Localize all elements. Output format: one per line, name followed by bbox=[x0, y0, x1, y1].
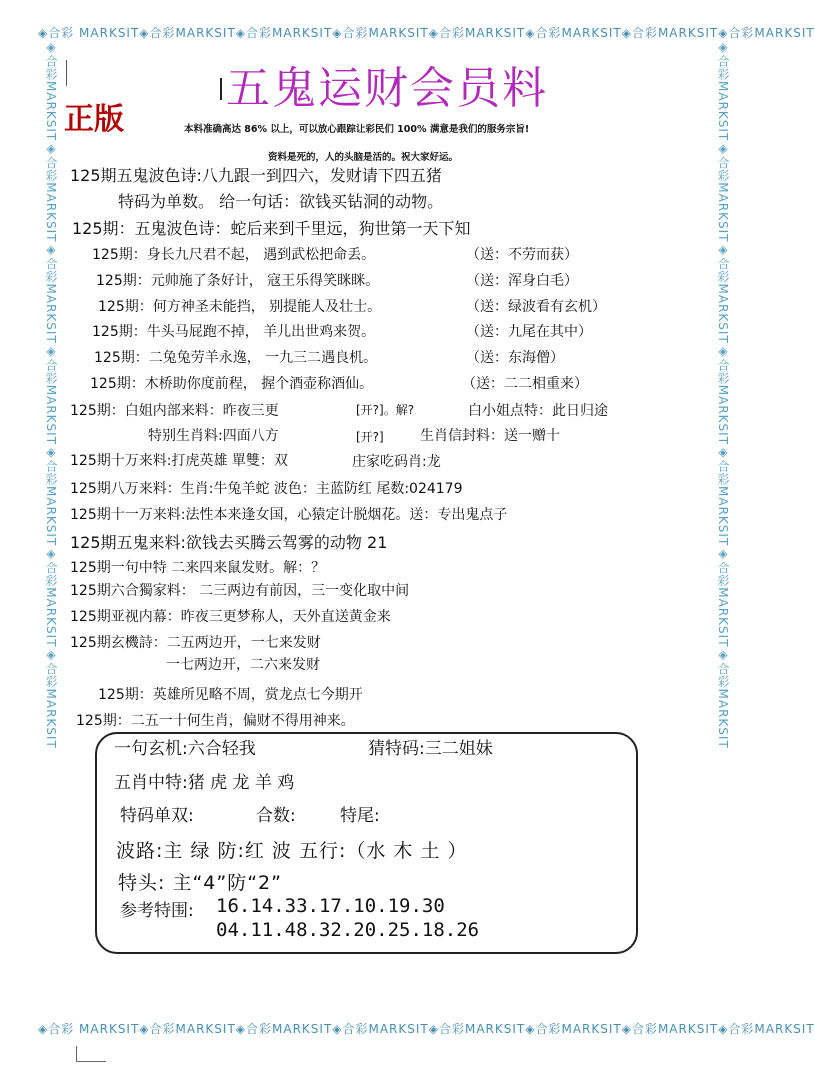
slogan-luck: 资料是死的，人的头脑是活的。祝大家好运。 bbox=[268, 152, 459, 163]
head-number-line: 特头: 主“4”防“2” bbox=[118, 872, 282, 894]
sum-label: 合数: bbox=[256, 806, 296, 826]
text-line: 125期：二兔兔劳羊永逸， 一九三二遇良机。 bbox=[94, 350, 378, 366]
text-line: 125期亚视内幕：昨夜三更梦称人，天外直送黄金来 bbox=[70, 609, 391, 625]
bottom-watermark-border: ◈合彩 MARKSIT◈合彩MARKSIT◈合彩MARKSIT◈合彩MARKSIT◈合彩MARKSIT◈合彩MARKSIT◈合彩MARKSIT◈合彩MARKSIT bbox=[38, 1022, 815, 1036]
corner-mark bbox=[66, 60, 67, 86]
reference-label: 参考特围: bbox=[120, 901, 194, 921]
text-line: 125期一句中特 二来四来鼠发财。解：？ bbox=[70, 560, 326, 576]
odd-even-label: 特码单双: bbox=[120, 806, 194, 826]
page-title: 五鬼运财会员料 bbox=[226, 63, 548, 114]
text-line: 125期玄機詩：二五两边开，一七来发财 bbox=[70, 635, 321, 651]
text-line: 庄家吃码肖:龙 bbox=[352, 454, 441, 470]
text-line: 125期：二五一十何生肖，偏财不得用神来。 bbox=[76, 713, 355, 729]
text-line: 125期：英雄所见略不周，赏龙点七今期开 bbox=[98, 687, 363, 703]
five-zodiac-line: 五肖中特:猪 虎 龙 羊 鸡 bbox=[114, 773, 295, 793]
text-line: 125期：何方神圣未能挡， 别提能人及壮士。 bbox=[98, 299, 382, 315]
text-line: 125期：五鬼波色诗：蛇后来到千里远，狗世第一天下知 bbox=[72, 219, 471, 238]
text-line: 125期八万来料：生肖:牛兔羊蛇 波色：主蓝防红 尾数:024179 bbox=[70, 481, 463, 497]
right-watermark-border: ◈合彩MARKSIT◈合彩MARKSIT◈合彩MARKSIT◈合彩MARKSIT◈合彩MARKSIT◈合彩MARKSIT◈合彩MARKSIT bbox=[716, 40, 730, 749]
slogan-accuracy: 本料准确高达 86% 以上，可以放心跟踪让彩民们 100% 满意是我们的服务宗旨! bbox=[184, 124, 530, 135]
scan-mark bbox=[76, 1061, 106, 1062]
color-element-line: 波路:主 绿 防:红 波 五行:（水 木 土 ） bbox=[116, 840, 468, 862]
gift-note: （送：绿波看有玄机） bbox=[466, 299, 606, 315]
gift-note: （送：不劳而获） bbox=[466, 247, 578, 263]
gift-note: （送：东海僧） bbox=[466, 350, 564, 366]
text-line: 白小姐点特：此日归途 bbox=[468, 403, 608, 419]
text-line: 125期十一万来料:法性本来逢女国，心猿定计脱烟花。送：专出鬼点子 bbox=[70, 507, 508, 523]
guess-code-line: 猜特码:三二姐妹 bbox=[368, 739, 493, 759]
text-line: 125期五鬼波色诗:八九跟一到四六，发财请下四五猪 bbox=[70, 166, 442, 185]
tail-label: 特尾: bbox=[340, 806, 380, 826]
gift-note: （送：二二相重来） bbox=[462, 376, 588, 392]
top-watermark-border: ◈合彩 MARKSIT◈合彩MARKSIT◈合彩MARKSIT◈合彩MARKSIT◈合彩MARKSIT◈合彩MARKSIT◈合彩MARKSIT◈合彩MARKSIT bbox=[38, 26, 815, 40]
text-line: 125期：元帅施了条好计， 寇王乐得笑眯眯。 bbox=[96, 273, 380, 289]
riddle-line: 一句玄机:六合轻我 bbox=[114, 739, 256, 759]
authentic-badge: 正版 bbox=[64, 102, 124, 137]
text-line: [开?] bbox=[356, 430, 384, 444]
text-line: 125期：身长九尺君不起， 遇到武松把命丢。 bbox=[92, 247, 376, 263]
text-line: 特码为单数。 给一句话：欲钱买钻洞的动物。 bbox=[118, 192, 444, 211]
text-line: 125期六合獨家料： 二三两边有前因，三一变化取中间 bbox=[70, 583, 410, 599]
text-line: 125期：白姐内部来料：昨夜三更 bbox=[70, 403, 279, 419]
text-line: 125期五鬼来料:欲钱去买腾云驾雾的动物 21 bbox=[70, 533, 388, 552]
gift-note: （送：浑身白毛） bbox=[466, 273, 578, 289]
text-line: [开?]。解? bbox=[356, 403, 415, 417]
title-cursor-mark bbox=[220, 78, 222, 100]
gift-note: （送：九尾在其中） bbox=[466, 324, 592, 340]
reference-numbers-row-1: 16.14.33.17.10.19.30 bbox=[216, 895, 445, 917]
text-line: 125期：牛头马屁跑不掉， 羊儿出世鸡来贺。 bbox=[92, 324, 376, 340]
text-line: 生肖信封料：送一赠十 bbox=[420, 428, 560, 444]
scan-mark bbox=[76, 1046, 77, 1062]
text-line: 125期：木桥助你度前程， 握个酒壶称酒仙。 bbox=[90, 376, 374, 392]
text-line: 125期十万来料:打虎英雄 單雙：双 bbox=[70, 453, 288, 469]
text-line: 一七两边开，二六来发财 bbox=[166, 657, 320, 673]
left-watermark-border: ◈合彩MARKSIT◈合彩MARKSIT◈合彩MARKSIT◈合彩MARKSIT◈合彩MARKSIT◈合彩MARKSIT◈合彩MARKSIT bbox=[44, 40, 58, 749]
text-line: 特别生肖料:四面八方 bbox=[148, 428, 279, 444]
reference-numbers-row-2: 04.11.48.32.20.25.18.26 bbox=[216, 919, 480, 941]
